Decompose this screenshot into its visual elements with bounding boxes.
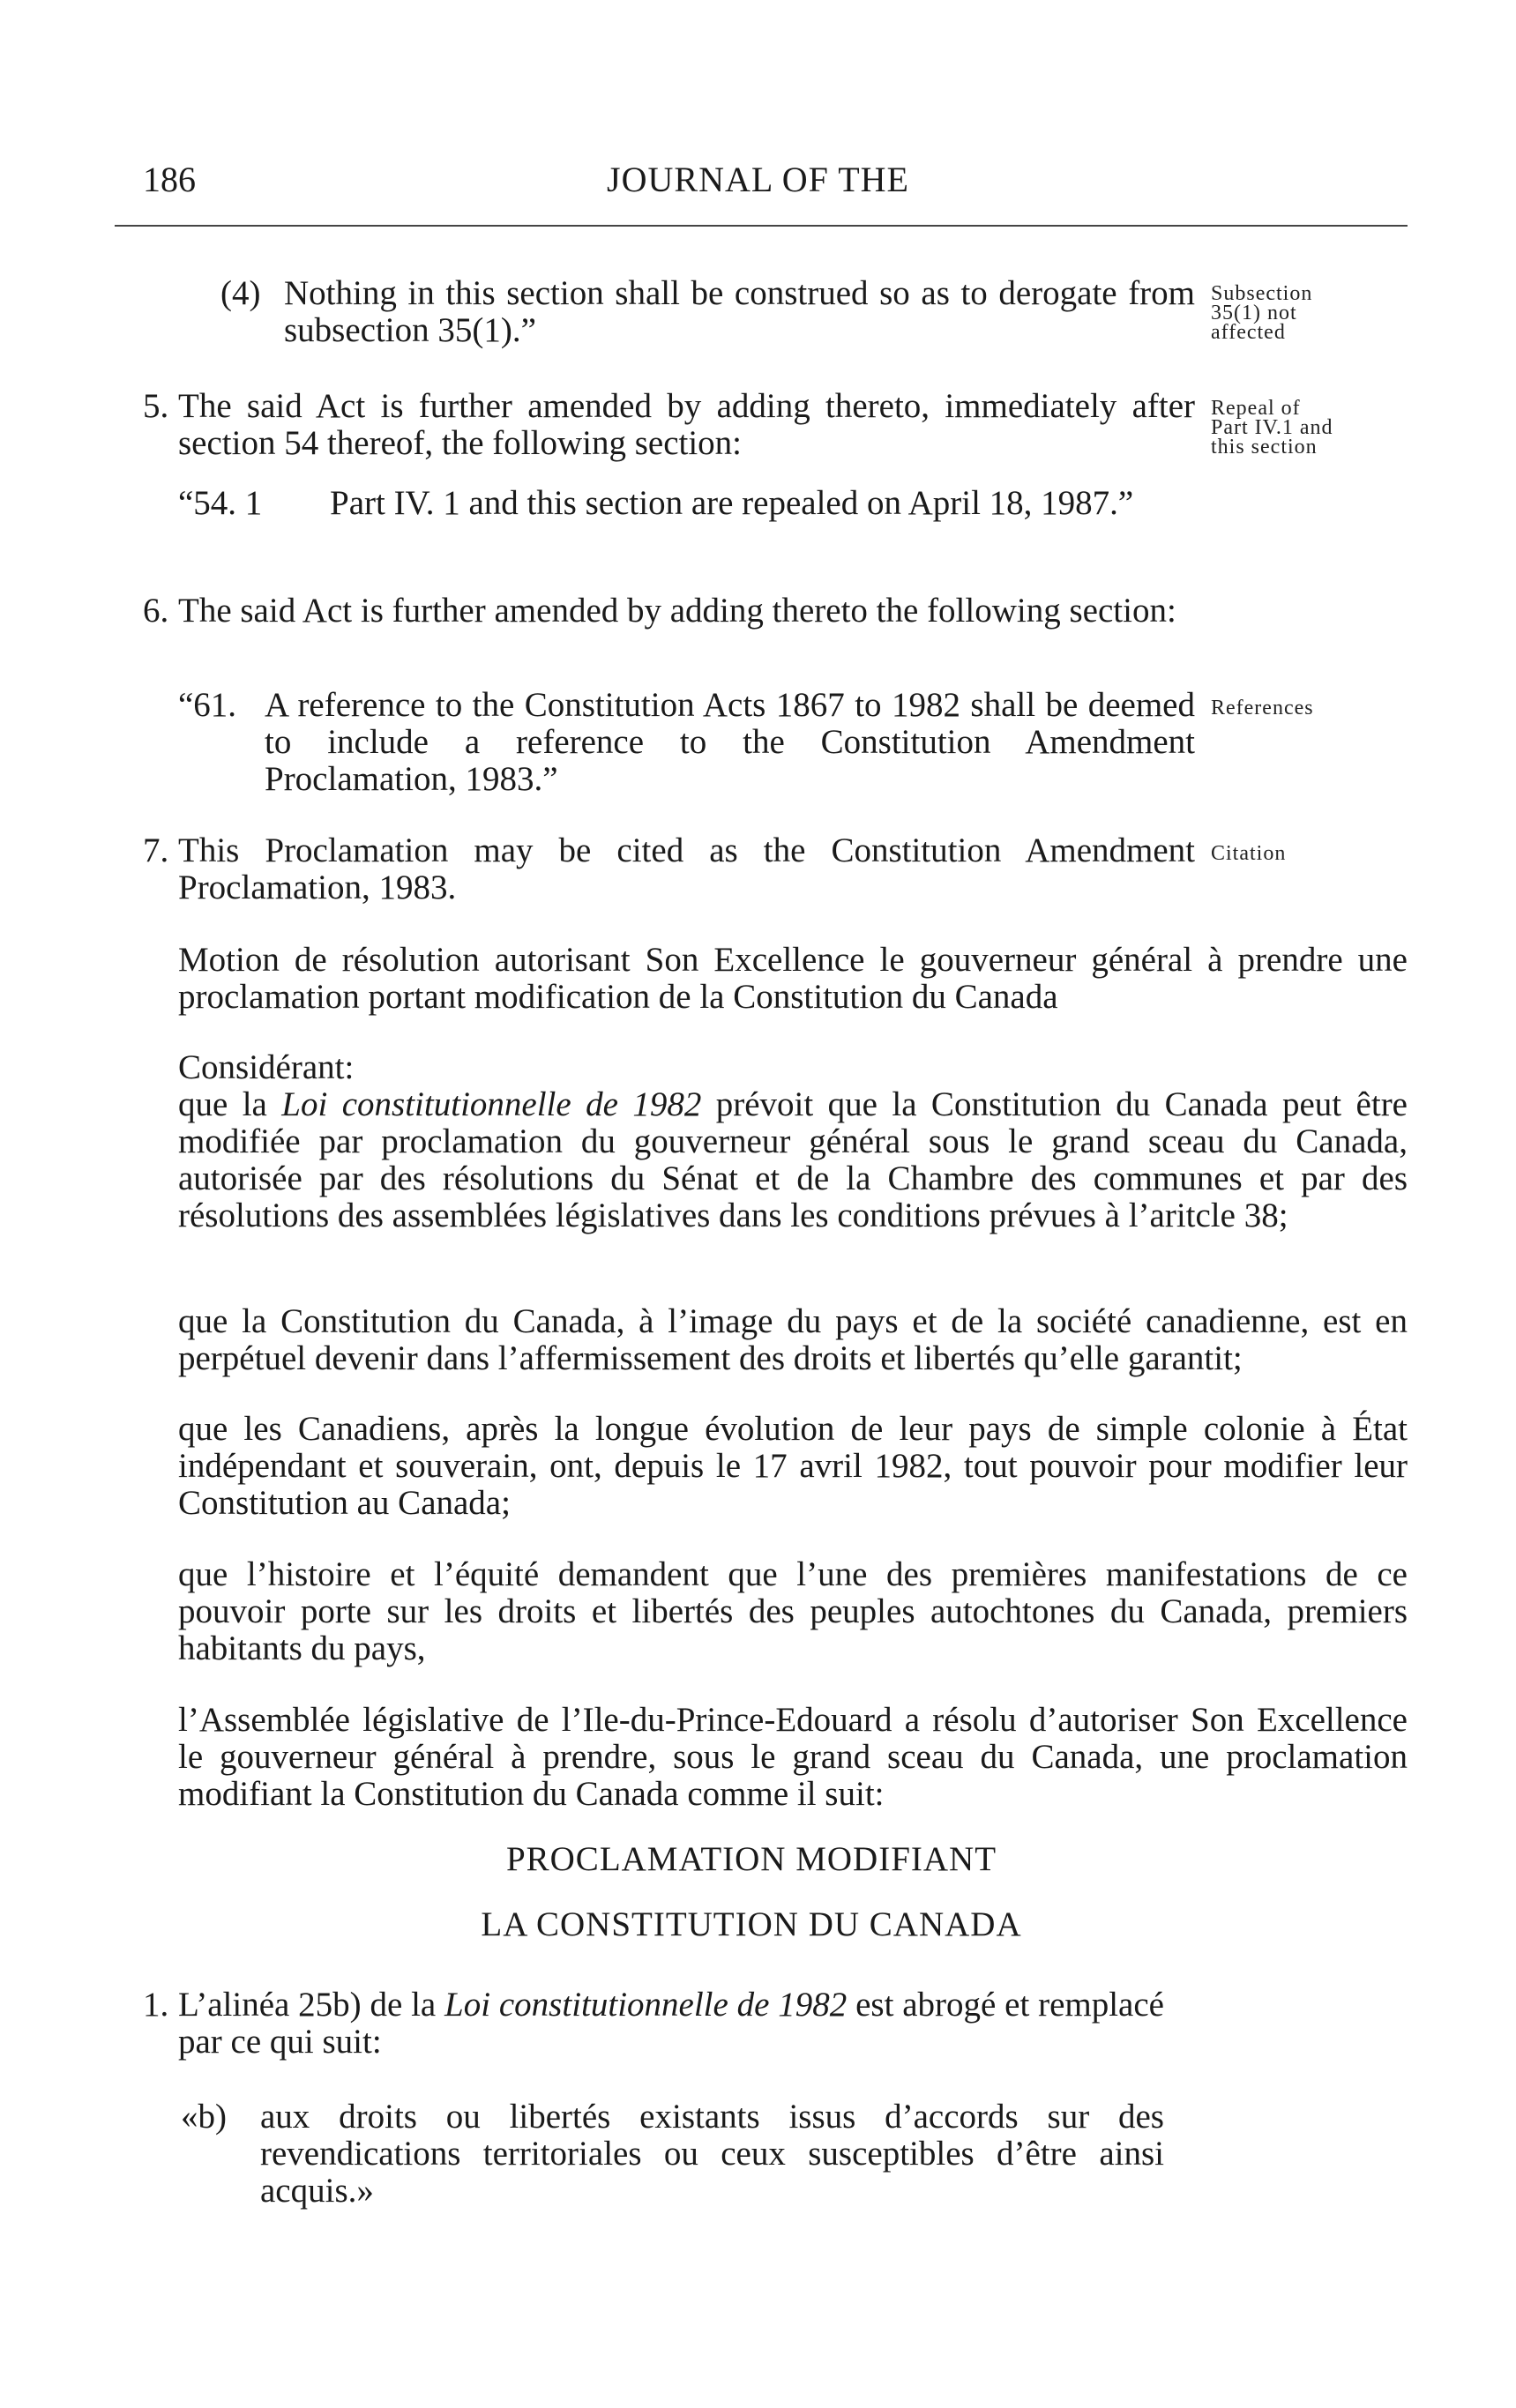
preamble-2-block (178, 1303, 1408, 1377)
margin-note-line: Part IV.1 and (1211, 416, 1333, 439)
section-61-number: “61. (178, 686, 237, 724)
subsection-4 (220, 275, 1195, 349)
margin-note-references (1211, 698, 1314, 718)
margin-note-line: References (1211, 697, 1314, 719)
subsection-4-text: Nothing in this section shall be construed so as to derogate from subsection 35(1).” (284, 274, 1195, 349)
preamble-3-block (178, 1411, 1408, 1522)
section-6-text: The said Act is further amended by adding thereto the following section: (178, 592, 1176, 630)
section-54-1-number: “54. 1 (178, 484, 263, 522)
preamble-1-prefix: que la (178, 1085, 282, 1123)
paragraph-25b-quote (181, 2099, 1164, 2210)
margin-note-line: Citation (1211, 842, 1287, 865)
section-54-1-quote (178, 485, 1195, 522)
preamble-paragraph-1 (178, 1086, 1408, 1234)
margin-note-citation (1211, 844, 1286, 863)
proclamation-heading-line-1: PROCLAMATION MODIFIANT (505, 1840, 997, 1878)
preamble-paragraph-3: que les Canadiens, après la longue évolution de leur pays de simple colonie à État indépendant et souverain, ont, depuis le 17 avril 1982, tout pouvoir pour modifier leur Constitution au Canada; (178, 1410, 1408, 1522)
french-section-1-prefix: L’alinéa 25b) de la (178, 1986, 445, 2024)
paragraph-25b-number: «b) (181, 2098, 227, 2136)
french-section-1 (143, 1987, 1164, 2061)
section-6-number: 6. (143, 592, 169, 630)
margin-note-repeal (1211, 399, 1333, 457)
french-section-1-text (178, 1987, 1164, 2061)
preamble-4-block (178, 1556, 1408, 1667)
section-7 (143, 832, 1195, 906)
section-61-quote (178, 687, 1195, 798)
subsection-4-number: (4) (220, 274, 261, 312)
considerant-label: Considérant: (178, 1048, 355, 1086)
motion-title: Motion de résolution autorisant Son Excellence le gouverneur général à prendre une proclamation portant modification de la Constitution du Canada (178, 941, 1408, 1016)
preamble-1-rest: prévoit que la Constitution du Canada peut être modifiée par proclamation du gouverneur général sous le grand sceau du Canada, autorisée par des résolutions du Sénat et de la Chambre des communes et par des résolutions des assemblées législatives dans les conditions prévues à l’aritcle 38; (178, 1085, 1408, 1234)
paragraph-25b-text: aux droits ou libertés existants issus d’accords sur des revendications territoriales ou ceux susceptibles d’être ainsi acquis.» (260, 2098, 1164, 2210)
page-number: 186 (143, 160, 196, 199)
section-5 (143, 388, 1195, 462)
header-rule (115, 225, 1408, 227)
french-motion-block (178, 942, 1408, 1016)
french-preamble (178, 1049, 1408, 1234)
margin-note-line: 35(1) not (1211, 302, 1297, 324)
section-5-text: The said Act is further amended by adding thereto, immediately after section 54 thereof, the following section: (178, 387, 1195, 462)
section-6 (143, 593, 1195, 630)
section-7-text: This Proclamation may be cited as the Constitution Amendment Proclamation, 1983. (178, 831, 1195, 906)
section-61-text: A reference to the Constitution Acts 1867 to 1982 shall be deemed to include a reference to the Constitution Amendment Proclamation, 1983.” (265, 686, 1195, 798)
preamble-paragraph-4: que l’histoire et l’équité demandent que l’une des premières manifestations de ce pouvoir porte sur les droits et libertés des peuples autochtones du Canada, premiers habitants du pays, (178, 1555, 1408, 1667)
section-5-number: 5. (143, 387, 169, 425)
margin-note-subsection-35 (1211, 284, 1312, 342)
section-7-number: 7. (143, 831, 169, 869)
margin-note-line: this section (1211, 436, 1318, 458)
margin-note-line: affected (1211, 321, 1286, 344)
margin-note-line: Repeal of (1211, 397, 1301, 420)
running-head-title: JOURNAL OF THE (607, 160, 909, 199)
proclamation-heading-line-2: LA CONSTITUTION DU CANADA (481, 1905, 1022, 1943)
preamble-5-block (178, 1702, 1408, 1813)
preamble-paragraph-2: que la Constitution du Canada, à l’image du pays et de la société canadienne, est en perpétuel devenir dans l’affermissement des droits et libertés qu’elle garantit; (178, 1302, 1408, 1377)
french-section-1-italic: Loi constitutionnelle de 1982 (444, 1986, 848, 2024)
french-section-1-rest: est abrogé et remplacé par ce qui suit: (178, 1986, 1164, 2061)
margin-note-line: Subsection (1211, 282, 1313, 305)
section-54-1-text: Part IV. 1 and this section are repealed on April 18, 1987.” (330, 484, 1134, 522)
preamble-1-italic: Loi constitutionnelle de 1982 (281, 1085, 702, 1123)
preamble-paragraph-5: l’Assemblée législative de l’Ile-du-Prince-Edouard a résolu d’autoriser Son Excellence le gouverneur général à prendre, sous le grand sceau du Canada, une proclamation modifiant la Constitution du Canada comme il suit: (178, 1701, 1408, 1813)
french-section-1-number: 1. (143, 1986, 169, 2024)
